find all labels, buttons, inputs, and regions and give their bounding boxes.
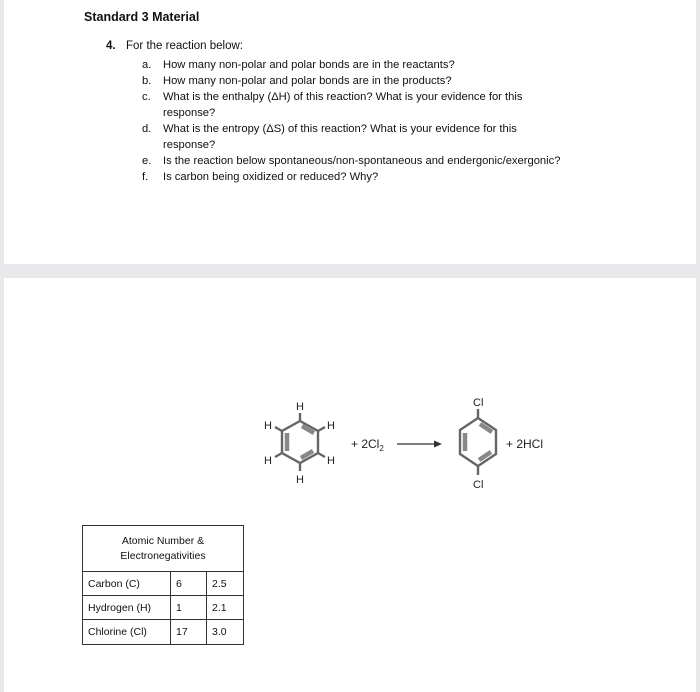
question-part-b: b. How many non-polar and polar bonds are in the products? — [142, 75, 452, 87]
question-part-a: a. How many non-polar and polar bonds are in the reactants? — [142, 59, 455, 71]
electronegativity: 2.5 — [212, 577, 227, 590]
question-4 — [106, 40, 243, 52]
reactant-h-lower-right: H — [327, 455, 335, 467]
question-part-d: d. What is the entropy (ΔS) of this reaction? What is your evidence for this response? — [142, 123, 517, 151]
reaction-arrow-icon — [397, 441, 442, 448]
atomic-number: 17 — [171, 620, 207, 644]
element-name: Chlorine (Cl) — [83, 620, 171, 644]
benzene-chlorination-reaction-diagram — [244, 393, 564, 503]
question-number: 4. — [106, 40, 116, 52]
table-row — [83, 620, 243, 644]
atomic-number: 1 — [171, 596, 207, 619]
byproduct-hcl: + 2HCl — [506, 437, 544, 451]
element-name: Hydrogen (H) — [83, 596, 171, 619]
reagent-chlorine: + $2Cl_2$ — [351, 437, 384, 453]
question-text: For the reaction below: — [126, 40, 243, 52]
table-row — [83, 572, 243, 596]
element-name: Carbon (C) — [83, 572, 171, 595]
table-title: Atomic Number & Electronegativities — [83, 526, 243, 572]
atomic-number: 6 — [171, 572, 207, 595]
product-cl-bottom: Cl — [473, 479, 484, 491]
reactant-h-upper-left: H — [264, 420, 272, 432]
table-row — [83, 596, 243, 620]
benzene-ring-product — [460, 409, 496, 475]
reactant-h-lower-left: H — [264, 455, 272, 467]
question-parts-list — [142, 57, 612, 185]
document-page-2 — [4, 278, 696, 692]
product-cl-top: Cl — [473, 397, 484, 409]
section-heading: Standard 3 Material — [84, 10, 200, 24]
electronegativity: 2.1 — [212, 601, 227, 614]
question-part-c: c. What is the enthalpy (ΔH) of this reaction? What is your evidence for this response? — [142, 91, 523, 119]
reactant-h-bottom: H — [296, 474, 304, 486]
question-part-e: e. Is the reaction below spontaneous/non-spontaneous and endergonic/exergonic? — [142, 155, 561, 167]
question-part-f: f. Is carbon being oxidized or reduced? Why? — [142, 171, 379, 183]
reactant-h-upper-right: H — [327, 420, 335, 432]
atomic-number-table — [82, 525, 244, 645]
benzene-ring-reactant — [275, 413, 325, 471]
electronegativity: 3.0 — [212, 626, 227, 638]
document-page-1 — [4, 0, 696, 264]
reactant-h-top: H — [296, 401, 304, 413]
